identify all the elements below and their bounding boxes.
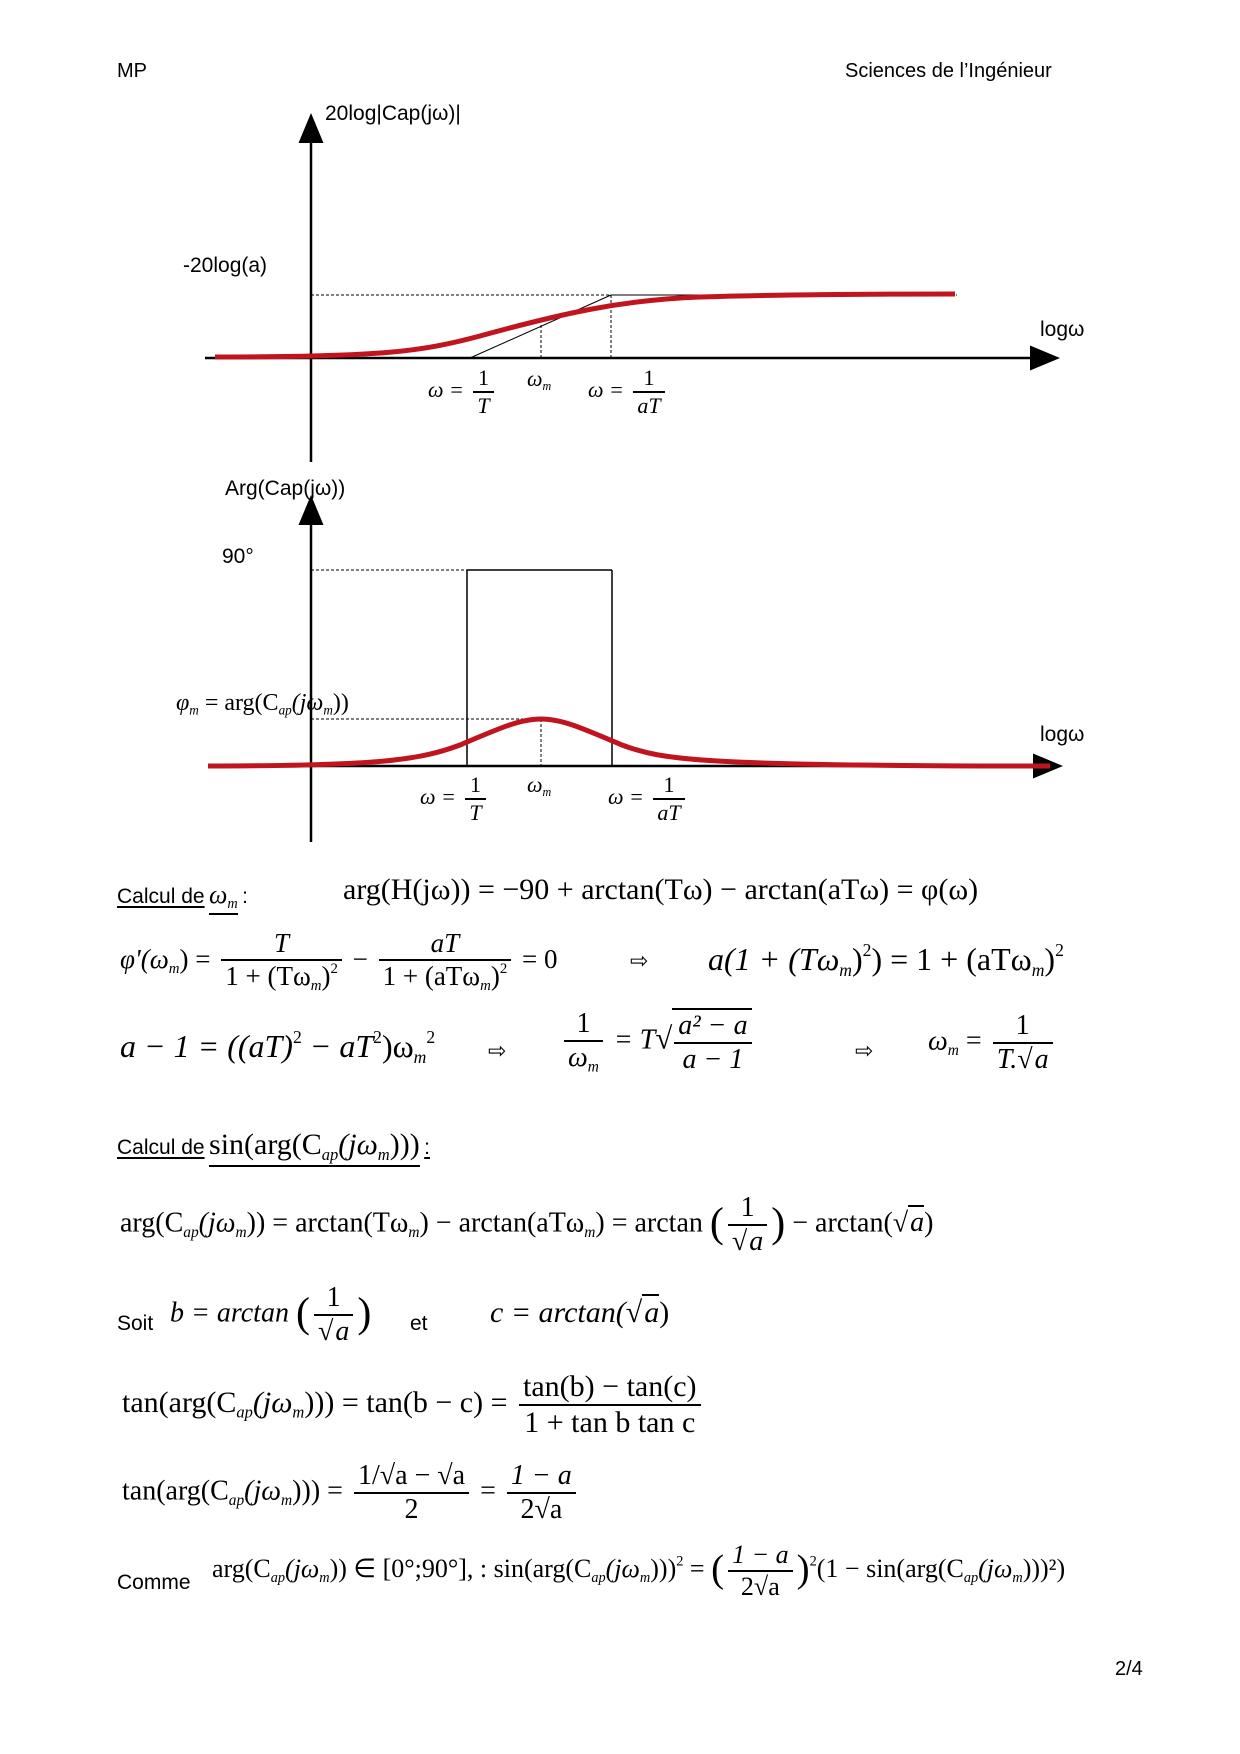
gain-level-label: -20log(a) xyxy=(183,254,268,277)
section1-wm-result: $\omega_m$ = $\frac{1}{T.√a}$ xyxy=(928,1010,1057,1076)
gain-omega-m: $\omega_m$ xyxy=(527,366,552,394)
section2-arg-eq: $arg(C_{ap}(j\omega_m)) = \arctan(T\omega_m) - \arctan(aT\omega_m) = \arctan$ ( $\frac{1}{√a}$ ) − arctan(√a) xyxy=(120,1192,934,1257)
comme-label: Comme xyxy=(117,1571,191,1594)
header-right: Sciences de l’Ingénieur xyxy=(845,60,1052,82)
gain-y-label: 20log|Cap(jω)| xyxy=(325,102,461,125)
phase-omega-m: $\omega_m$ xyxy=(527,772,552,800)
phase-omega-1T: ω = $\frac{1}{T}$ xyxy=(420,772,490,826)
section1-heading: Calcul de $\omega_m$ : xyxy=(117,880,248,915)
tan-eq-2: $\tan(arg(C_{ap}(j\omega_m)))$ = $\frac{1/√a - √a}{2}$ = $\frac{1 - a}{2√a}$ xyxy=(122,1460,580,1526)
gain-x-label: logω xyxy=(1040,318,1085,341)
phase-x-label: logω xyxy=(1040,723,1085,746)
page-number: 2/4 xyxy=(1115,1658,1143,1680)
soit-label: Soit xyxy=(117,1312,154,1335)
gain-omega-1aT: ω = $\frac{1}{aT}$ xyxy=(588,365,669,419)
section1-inv-wm: $\frac{1}{\omega_m}$ = T√ $\frac{\text{a² − a}}{a - 1}$ xyxy=(560,1008,756,1076)
phase-omega-1aT: ω = $\frac{1}{aT}$ xyxy=(608,772,689,826)
c-definition: c = arctan(√a) xyxy=(490,1296,670,1329)
tan-eq-1: $\tan(arg(C_{ap}(j\omega_m))) = \tan(b - c)$ = $\frac{\tan(b) - \tan(c)}{\text{1 + tan b tan c}}$ xyxy=(122,1370,705,1440)
section1-main-eq: arg(H(jω)) = −90 + arctan(Tω) − arctan(aTω) = φ(ω) xyxy=(343,873,979,906)
arrow-2: ⇨ xyxy=(488,1038,507,1063)
section1-derivative-eq: $\varphi'(\omega_m)$ = $\frac{T}{1 + (T\omega_m)^2}$ − $\frac{aT}{1 + (aT\omega_m)^2}$ = 0 xyxy=(120,928,558,995)
et-label: et xyxy=(410,1312,428,1335)
section1-a-minus-1: $a - 1 = ((aT)^2 - aT^2)\omega_m^2$ xyxy=(120,1027,436,1068)
arrow-1: ⇨ xyxy=(630,948,649,973)
gain-curve xyxy=(215,294,955,357)
phase-curve xyxy=(208,719,1050,766)
phase-y-label: Arg(Cap(jω)) xyxy=(225,477,346,500)
header-left: MP xyxy=(117,60,147,82)
arrow-3: ⇨ xyxy=(855,1038,874,1063)
gain-omega-1T: ω = $\frac{1}{T}$ xyxy=(428,365,498,419)
b-definition: b = arctan ( $\frac{1}{√a}$ ) xyxy=(170,1282,372,1347)
section1-result-eq: $a(1 + (T\omega_m)^2) = 1 + (aT\omega_m)^2$ xyxy=(708,940,1064,981)
phase-90-label: 90° xyxy=(222,545,254,568)
comme-eq: $arg(C_{ap}(j\omega_m))$ ∈ [0°;90°], : $\sin(arg(C_{ap}(j\omega_m)))^2$ = ( $\frac{1 - a}{2√a}$ )$^2(1 - \sin(arg(C_{ap}(j\omega_m)))^2)$ xyxy=(212,1540,1066,1601)
section2-heading: Calcul de $\sin(arg(C_{ap}(j\omega_m)))$ : xyxy=(117,1128,430,1167)
phase-peak-label: $\varphi_m = arg(C_{ap}(j\omega_m))$ xyxy=(176,690,349,718)
